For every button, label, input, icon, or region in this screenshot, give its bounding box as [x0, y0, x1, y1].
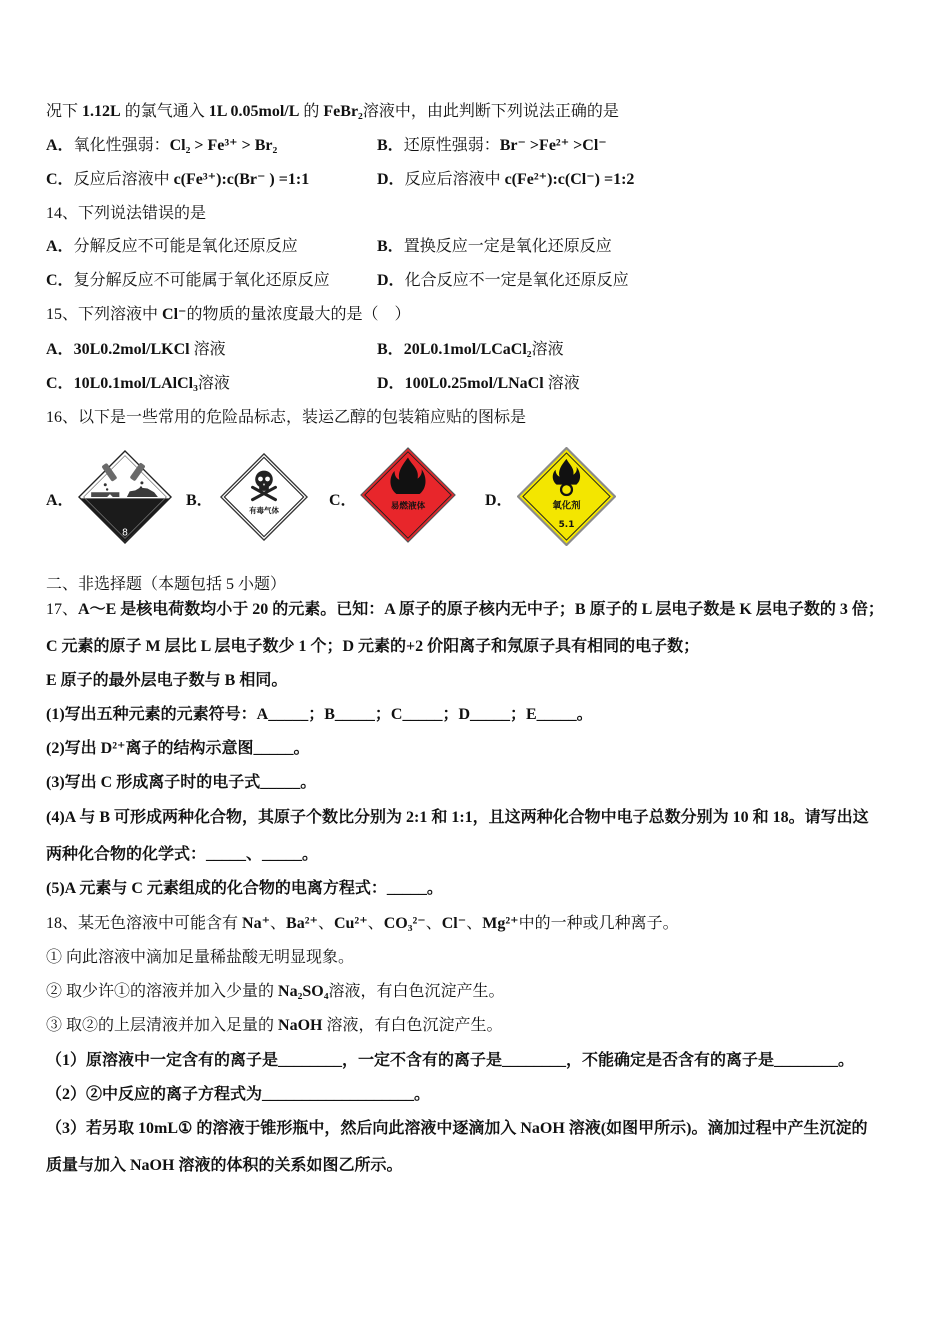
q13-stem-text: 况下: [46, 103, 83, 120]
metal-bar-icon: [91, 492, 119, 497]
q15-option-b-text: 20L0.1mol/LCaCl₂: [403, 341, 532, 358]
oxidizer-hazard-sign: [517, 447, 616, 546]
q17-part-2-text: (2)写出 D²⁺离子的结构示意图_____。: [46, 740, 310, 757]
q14-option-c: [46, 270, 330, 292]
q15-option-c-text: 10L0.1mol/LAlCl₃: [73, 375, 198, 392]
q16-option-c-label: C．: [329, 492, 357, 509]
q18-step-3-text: ③ 取②的上层清液并加入足量的: [46, 1017, 279, 1034]
q15-option-b: [377, 339, 564, 361]
q13-option-a-text: A．: [46, 137, 74, 154]
q13-stem-text: FeBr₂: [323, 103, 363, 120]
q14-option-d-text: D．: [377, 272, 405, 289]
q14-option-c-text: 复分解反应不可能属于氧化还原反应: [73, 272, 330, 289]
q18-part-2-text: （2）②中反应的离子方程式为___________________。: [46, 1086, 431, 1103]
q14-option-b: [377, 236, 612, 258]
q18-step-1-text: ① 向此溶液中滴加足量稀盐酸无明显现象。: [46, 949, 355, 966]
q13-option-d: [377, 169, 634, 191]
q15-option-d: [377, 373, 580, 395]
q17-part-3-text: (3)写出 C 形成离子时的电子式_____。: [46, 774, 317, 791]
q13-option-a: [46, 135, 277, 157]
q14-option-a-text: A．: [46, 238, 74, 255]
q13-option-d-text: 反应后溶液中: [404, 171, 505, 188]
q15-option-d-text: D．: [377, 375, 405, 392]
q17-part-1-text: (1)写出五种元素的元素符号：A_____；B_____；C_____；D_____；E_____。: [46, 706, 593, 723]
q18-step-3-text: 溶液，有白色沉淀产生。: [322, 1017, 503, 1034]
q15-stem-text: Cl⁻: [162, 306, 187, 323]
q13-option-b-text: Br⁻ >Fe²⁺ >Cl⁻: [499, 137, 607, 154]
q15-option-a-text: 溶液: [189, 341, 226, 358]
q18-stem-text: 、: [367, 915, 384, 932]
q18-part-2: [46, 1084, 430, 1106]
q15-option-c: [46, 373, 230, 395]
q14-option-a-text: 分解反应不可能是氧化还原反应: [73, 238, 298, 255]
q18-step-2-text: Na₂SO₄: [278, 983, 329, 1000]
q17-part-4a: [46, 807, 869, 829]
q18-stem-text: 、: [317, 915, 334, 932]
q18-step-2-text: 溶液，有白色沉淀产生。: [328, 983, 505, 1000]
q17-part-1: [46, 704, 593, 726]
q17-intro-2: [46, 636, 699, 658]
q13-stem-text: 1L 0.05mol/L: [208, 103, 300, 120]
skull-eye: [258, 477, 263, 482]
q18-part-1: [46, 1050, 854, 1072]
q17-intro-1: [46, 599, 884, 621]
q17-part-4a-text: (4)A 与 B 可形成两种化合物，其原子个数比分别为 2:1 和 1:1，且这两种化合物中电子总数分别为 10 和 18。请写出这: [46, 809, 869, 826]
q14-stem: [46, 203, 206, 225]
q17-intro-3: [46, 670, 287, 692]
flammable-liquid-hazard-sign: [360, 447, 456, 543]
q13-option-b-text: B．: [377, 137, 404, 154]
q17-intro-1-text: 17、: [46, 601, 79, 618]
q17-intro-3-text: E 原子的最外层电子数与 B 相同。: [46, 672, 288, 689]
q18-part-1-text: （1）原溶液中一定含有的离子是________，一定不含有的离子是________，不能确定是否含有的离子是________。: [46, 1052, 855, 1069]
q15-option-a-text: 30L0.2mol/LKCl: [73, 341, 190, 358]
q18-stem-text: CO₃²⁻: [383, 915, 426, 932]
q17-intro-1-text: A～E 是核电荷数均小于 20 的元素。已知：A 原子的原子核内无中子；B 原子的 L 层电子数是 K 层电子数的 3 倍；: [78, 601, 884, 618]
sign-diamond: [221, 454, 307, 540]
q18-stem: [46, 913, 679, 935]
q13-option-a-text: Cl₂ > Fe³⁺ > Br₂: [169, 137, 278, 154]
q16-option-a-label: A．: [46, 492, 74, 509]
q13-option-c-text: 反应后溶液中: [73, 171, 174, 188]
q17-part-4b: [46, 844, 318, 866]
q14-option-d: [377, 270, 629, 292]
q18-stem-text: Mg²⁺: [482, 915, 519, 932]
q13-option-d-text: c(Fe²⁺):c(Cl⁻) =1:2: [504, 171, 635, 188]
drop-icon: [106, 488, 108, 490]
q18-stem-text: 中的一种或几种离子。: [518, 915, 679, 932]
q18-stem-text: Ba²⁺: [286, 915, 318, 932]
q14-stem-text: 14、下列说法错误的是: [46, 205, 207, 222]
q18-stem-text: 、: [425, 915, 442, 932]
q18-stem-text: Cu²⁺: [333, 915, 368, 932]
q14-option-b-text: 置换反应一定是氧化还原反应: [403, 238, 612, 255]
section2-title: [46, 574, 286, 596]
sign-class-number: 5.1: [558, 520, 575, 531]
q17-part-5: [46, 878, 443, 900]
q18-step-2-text: ② 取少许①的溶液并加入少量的: [46, 983, 279, 1000]
q13-stem-text: 溶液中，由此判断下列说法正确的是: [362, 103, 619, 120]
q13-option-a-text: 氧化性强弱：: [73, 137, 170, 154]
q15-option-d-text: 100L0.25mol/LNaCl: [404, 375, 544, 392]
toxic-gas-hazard-sign: [220, 453, 308, 541]
q18-part-3b: [46, 1155, 402, 1177]
q18-step-2: [46, 981, 505, 1003]
q18-part-3a: [46, 1118, 867, 1140]
corrosive-hazard-sign: [78, 449, 172, 545]
q18-stem-text: 、: [270, 915, 287, 932]
q14-option-b-text: B．: [377, 238, 404, 255]
q13-option-d-text: D．: [377, 171, 405, 188]
sign-text: 有毒气体: [249, 505, 279, 515]
q17-intro-2-text: C 元素的原子 M 层比 L 层电子数少 1 个；D 元素的+2 价阳离子和氖原子具有相同的电子数；: [46, 638, 700, 655]
q15-stem-text: 15、下列溶液中: [46, 306, 163, 323]
q18-stem-text: Cl⁻: [441, 915, 467, 932]
q16-stem-text: 16、以下是一些常用的危险品标志，装运乙醇的包装箱应贴的图标是: [46, 409, 527, 426]
q13-option-b-text: 还原性强弱：: [403, 137, 500, 154]
q14-option-a: [46, 236, 298, 258]
q13-option-c-text: c(Fe³⁺):c(Br⁻ ) =1:1: [173, 171, 310, 188]
sign-class-number: 8: [122, 527, 128, 539]
q16-option-d-label: D．: [485, 492, 513, 509]
q13-stem: [46, 101, 619, 123]
q17-part-2: [46, 738, 309, 760]
q15-option-d-text: 溶液: [543, 375, 580, 392]
q13-stem-text: 的氯气通入: [120, 103, 209, 120]
q15-stem: [46, 304, 410, 326]
q18-step-3-text: NaOH: [278, 1017, 323, 1034]
q13-option-c: [46, 169, 309, 191]
q15-option-a: [46, 339, 226, 361]
q13-stem-text: 的: [299, 103, 324, 120]
q18-stem-text: 、: [466, 915, 483, 932]
q15-option-b-text: B．: [377, 341, 404, 358]
q17-part-4b-text: 两种化合物的化学式：_____、_____。: [46, 846, 319, 863]
q18-stem-text: 18、某无色溶液中可能含有: [46, 915, 243, 932]
q15-option-b-text: 溶液: [531, 341, 564, 358]
q16-option-b-label: B．: [186, 492, 213, 509]
skull-eye: [265, 477, 270, 482]
q18-part-3a-text: （3）若另取 10mL① 的溶液于锥形瓶中，然后向此溶液中逐滴加入 NaOH 溶液(如图甲所示)。滴加过程中产生沉淀的: [46, 1120, 868, 1137]
q15-option-c-text: 溶液: [197, 375, 230, 392]
q18-step-1: [46, 947, 354, 969]
q13-stem-text: 1.12L: [82, 103, 121, 120]
sign-text: 氧化剂: [552, 500, 581, 512]
q14-option-c-text: C．: [46, 272, 74, 289]
sign-text: 易燃液体: [390, 501, 426, 512]
q18-part-3b-text: 质量与加入 NaOH 溶液的体积的关系如图乙所示。: [46, 1157, 403, 1174]
q13-option-c-text: C．: [46, 171, 74, 188]
q15-option-c-text: C．: [46, 375, 74, 392]
section2-title-text: 二、非选择题（本题包括 5 小题）: [46, 576, 287, 593]
drop-icon: [140, 481, 143, 484]
q15-stem-text: 的物质的量浓度最大的是（ ）: [186, 306, 411, 323]
drop-icon: [104, 483, 107, 486]
q17-part-5-text: (5)A 元素与 C 元素组成的化合物的电离方程式：_____。: [46, 880, 443, 897]
q17-part-3: [46, 772, 316, 794]
q15-option-a-text: A．: [46, 341, 74, 358]
q14-option-d-text: 化合反应不一定是氧化还原反应: [404, 272, 629, 289]
q18-stem-text: Na⁺: [242, 915, 271, 932]
q16-stem: [46, 407, 526, 429]
q13-option-b: [377, 135, 607, 157]
q18-step-3: [46, 1015, 502, 1037]
